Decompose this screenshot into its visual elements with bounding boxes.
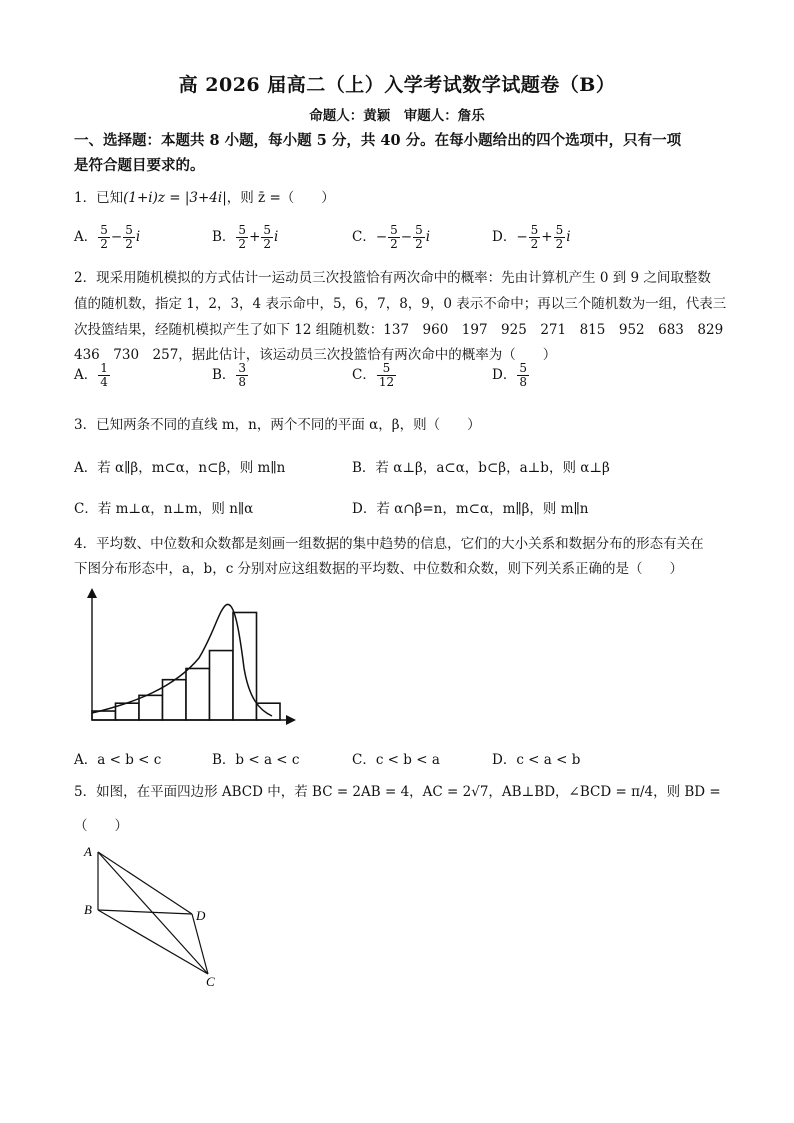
question-5-line2: （ ） — [74, 818, 128, 834]
operator: + — [249, 229, 261, 245]
question-2-option-c — [352, 362, 397, 389]
quadrilateral-figure — [80, 840, 240, 990]
fraction: $\frac{5}{2}$ — [390, 223, 398, 251]
option-label: B． — [212, 367, 236, 383]
fraction: $\frac{5}{2}$ — [125, 223, 133, 251]
x-axis-arrow — [286, 715, 296, 725]
sign: − — [375, 229, 388, 245]
fraction: $\frac{5}{2}$ — [530, 223, 539, 251]
question-2-line1: 2．现采用随机模拟的方式估计一运动员三次投篮恰有两次命中的概率：先由计算机产生 0 到 9 之间取整数 — [74, 270, 711, 286]
question-2-option-a — [74, 362, 111, 389]
q1-expression: (1+i)z = |3+4i| — [123, 190, 227, 206]
fraction: $\frac{3}{8}$ — [238, 361, 247, 389]
histogram-bar — [257, 703, 281, 720]
fraction: $\frac{5}{2}$ — [415, 223, 423, 251]
question-4-option-a: A．a < b < c — [74, 752, 162, 768]
fraction: $\frac{5}{2}$ — [555, 223, 564, 251]
histogram-bar — [186, 668, 210, 720]
label-b: B — [84, 902, 92, 917]
question-3-stem: 3．已知两条不同的直线 m，n，两个不同的平面 α，β，则（ ） — [74, 417, 481, 433]
fraction: $\frac{5}{2}$ — [238, 223, 247, 251]
label-a: A — [84, 844, 92, 859]
option-label: B． — [212, 229, 236, 245]
question-2-option-d — [492, 362, 530, 389]
segment-bd — [98, 910, 192, 914]
segment-bc — [98, 910, 208, 974]
question-2-line4: 436 730 257，据此估计，该运动员三次投篮恰有两次命中的概率为（ ） — [74, 347, 557, 363]
q1-suffix: ，则 z̄ =（ ） — [226, 190, 335, 206]
histogram-bar — [233, 612, 257, 720]
question-1-stem — [74, 186, 335, 206]
y-axis-arrow — [87, 588, 97, 598]
question-3-option-a: A．若 α∥β，m⊂α，n⊂β，则 m∥n — [74, 460, 286, 476]
fraction: $\frac{5}{2}$ — [263, 223, 272, 251]
question-5-line1: 5．如图，在平面四边形 ABCD 中，若 BC = 2AB = 4，AC = 2√7，AB⊥BD，∠BCD = π/4，则 BD = — [74, 784, 721, 800]
section-heading — [74, 128, 724, 178]
fraction: $\frac{5}{8}$ — [519, 361, 527, 389]
label-c: C — [206, 974, 215, 989]
operator: − — [400, 229, 413, 245]
fraction: $\frac{5}{12}$ — [378, 361, 395, 389]
option-label: D． — [492, 367, 517, 383]
question-2-option-b — [212, 362, 249, 389]
option-label: A． — [74, 367, 98, 383]
question-2-line3: 次投篮结果，经随机模拟产生了如下 12 组随机数：137 960 197 925 271 815 952 683 829 — [74, 322, 724, 338]
imag-unit: i — [425, 229, 431, 245]
question-4-option-c: C．c < b < a — [352, 752, 440, 768]
question-4-option-d: D．c < a < b — [492, 752, 581, 768]
question-1-option-b — [212, 224, 278, 251]
page-title: 高 2026 届高二（上）入学考试数学试题卷（B） — [178, 74, 616, 96]
question-1-option-c — [352, 224, 430, 251]
fraction: $\frac{5}{2}$ — [100, 223, 108, 251]
section-heading-line2: 是符合题目要求的。 — [74, 157, 205, 174]
question-1-option-d — [492, 224, 571, 251]
option-label: C． — [352, 229, 376, 245]
question-3-option-b: B．若 α⊥β，a⊂α，b⊂β，a⊥b，则 α⊥β — [352, 460, 610, 476]
question-2-line2: 值的随机数，指定 1，2，3，4 表示命中，5，6，7，8，9，0 表示不命中；再以三个随机数为一组，代表三 — [74, 296, 727, 312]
question-4-line2: 下图分布形态中，a，b，c 分别对应这组数据的平均数、中位数和众数，则下列关系正确的是（ ） — [74, 561, 684, 577]
question-4-option-b: B．b < a < c — [212, 752, 300, 768]
imag-unit: i — [566, 229, 571, 245]
section-heading-line1: 一、选择题：本题共 8 小题，每小题 5 分，共 40 分。在每小题给出的四个选项中，只有一项 — [74, 132, 682, 149]
imag-unit: i — [135, 229, 141, 245]
option-label: C． — [352, 367, 376, 383]
operator: − — [110, 229, 123, 245]
authors-line: 命题人：黄颖 审题人：詹乐 — [309, 108, 485, 124]
fraction: $\frac{1}{4}$ — [100, 361, 108, 389]
question-4-line1: 4．平均数、中位数和众数都是刻画一组数据的集中趋势的信息，它们的大小关系和数据分布的形态有关在 — [74, 536, 704, 552]
label-d: D — [196, 908, 206, 923]
imag-unit: i — [274, 229, 279, 245]
option-label: D． — [492, 229, 517, 245]
distribution-histogram — [74, 588, 304, 738]
histogram-bar — [210, 651, 234, 720]
sign: − — [516, 229, 528, 245]
option-label: A． — [74, 229, 98, 245]
question-3-option-c: C．若 m⊥α，n⊥m，则 n∥α — [74, 501, 254, 517]
question-3-option-d: D．若 α∩β=n，m⊂α，m∥β，则 m∥n — [352, 501, 589, 517]
q1-prefix: 1．已知 — [74, 190, 124, 206]
histogram-bar — [139, 695, 163, 720]
question-1-option-a — [74, 224, 140, 251]
operator: + — [541, 229, 553, 245]
